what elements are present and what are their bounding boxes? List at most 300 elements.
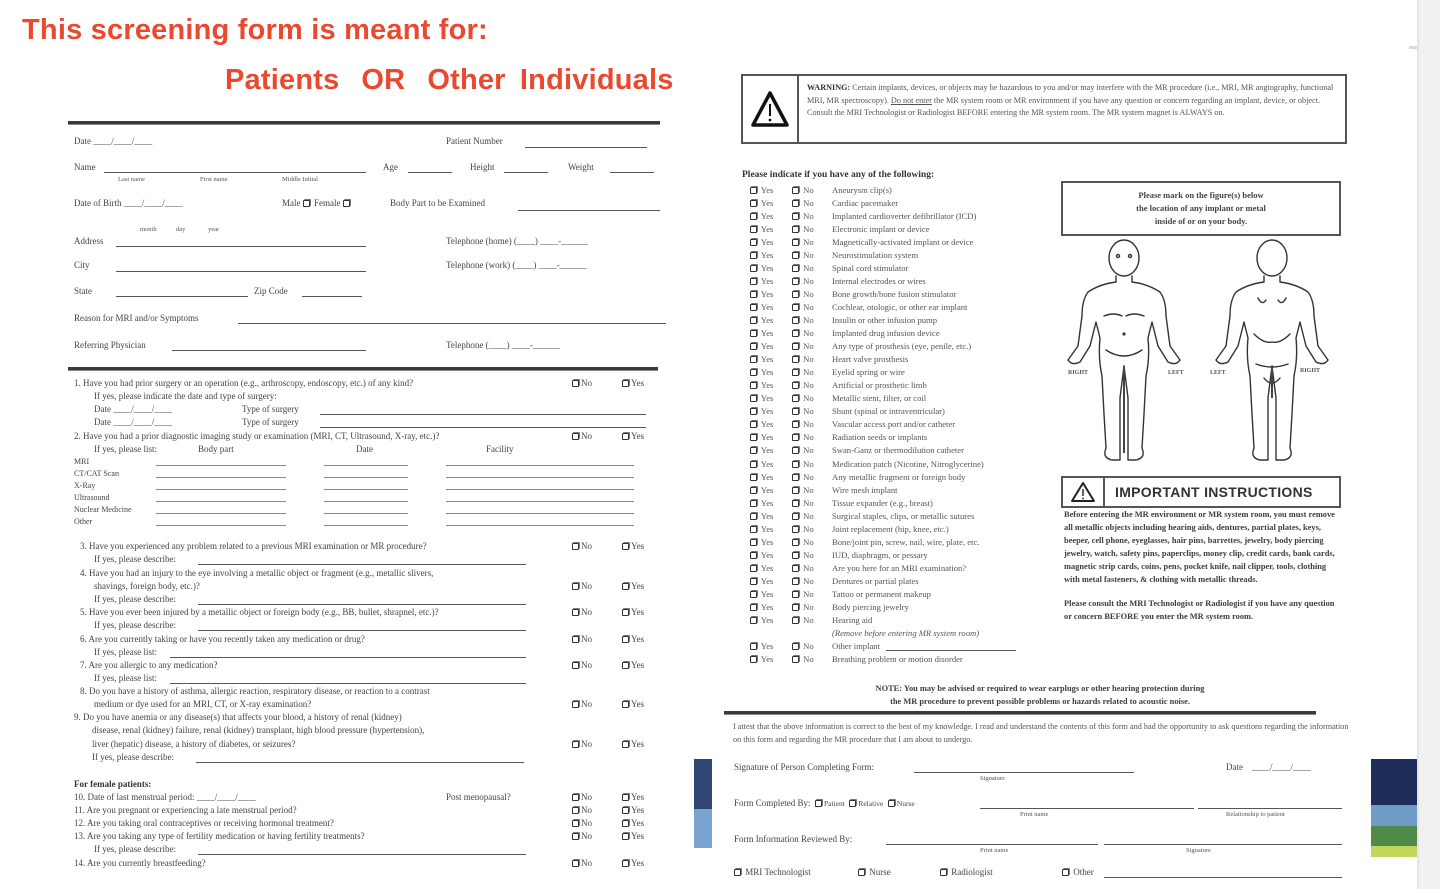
age-field[interactable] — [408, 172, 452, 173]
implant-yes[interactable] — [750, 341, 792, 351]
telephone-home-field[interactable]: Telephone (home) (____) ____-______ — [446, 236, 589, 246]
checkbox-icon[interactable] — [792, 487, 799, 494]
checkbox-icon[interactable] — [858, 869, 865, 876]
checkbox-icon[interactable] — [572, 636, 579, 643]
implant-yes[interactable] — [750, 289, 792, 299]
sig-date-field[interactable]: ____/____/____ — [1252, 762, 1312, 772]
checkbox-icon[interactable] — [622, 833, 629, 840]
q10-yes[interactable] — [622, 792, 644, 802]
warning-body: Certain implants, devices, or objects may be hazardous to you and/or may interfere with the MR procedure (i.e., MRI, MR angiography, functional MRI, MR spectroscopy). — [807, 83, 1334, 105]
q14-no[interactable] — [572, 858, 592, 868]
implant-yes[interactable] — [750, 615, 792, 625]
checkbox-icon[interactable] — [750, 617, 757, 624]
question-4-cont: shavings, foreign body, etc.)? — [94, 581, 200, 591]
q2-date-field[interactable] — [324, 513, 408, 514]
reason-field[interactable] — [238, 323, 666, 324]
implant-no[interactable] — [792, 224, 832, 234]
question-1: 1. Have you had prior surgery or an operation (e.g., arthroscopy, endoscopy, etc.) of any kind? — [74, 378, 414, 388]
female-checkbox[interactable] — [343, 200, 350, 207]
yes-label: Yes — [760, 562, 774, 573]
yes-label: Yes — [631, 831, 645, 841]
q9-yes[interactable] — [622, 739, 644, 749]
q12-yes[interactable] — [622, 818, 644, 828]
implant-yes[interactable] — [750, 224, 792, 234]
q2-date-field[interactable] — [324, 489, 408, 490]
checkbox-icon[interactable] — [734, 869, 741, 876]
checkbox-icon[interactable] — [792, 552, 799, 559]
q6-no[interactable] — [572, 634, 592, 644]
q7-no[interactable] — [572, 660, 592, 670]
q4-yes[interactable] — [622, 581, 644, 591]
checkbox-icon[interactable] — [792, 578, 799, 585]
q5-yes[interactable] — [622, 607, 644, 617]
q2-date-field[interactable] — [324, 501, 408, 502]
implant-yes[interactable] — [750, 250, 792, 260]
date-field[interactable]: ____/____/____ — [93, 136, 153, 146]
state-field[interactable] — [116, 296, 248, 297]
checkbox-icon[interactable] — [750, 643, 757, 650]
implant-yes[interactable] — [750, 393, 792, 403]
checkbox-icon[interactable] — [750, 356, 757, 363]
q12-no[interactable] — [572, 818, 592, 828]
address-field[interactable] — [116, 246, 366, 247]
implant-yes[interactable] — [750, 445, 792, 455]
checkbox-icon[interactable] — [750, 213, 757, 220]
implant-no[interactable] — [792, 563, 832, 573]
implant-no[interactable] — [792, 341, 832, 351]
checkbox-icon[interactable] — [792, 539, 799, 546]
q8-no[interactable] — [572, 699, 592, 709]
warning-text — [799, 76, 1345, 142]
body-figures-icon — [1060, 238, 1342, 468]
completed-print-name-field[interactable] — [980, 808, 1194, 809]
implant-no[interactable] — [792, 537, 832, 547]
implant-no[interactable] — [792, 615, 832, 625]
implant-yes[interactable] — [750, 550, 792, 560]
reviewer-role-technologist[interactable] — [734, 867, 811, 878]
city-field[interactable] — [116, 271, 366, 272]
q13-yes[interactable] — [622, 831, 644, 841]
height-field[interactable] — [504, 172, 548, 173]
checkbox-icon[interactable] — [750, 604, 757, 611]
checkbox-icon[interactable] — [622, 433, 629, 440]
checkbox-icon[interactable] — [792, 226, 799, 233]
implant-no[interactable] — [792, 589, 832, 599]
checkbox-icon[interactable] — [940, 869, 947, 876]
q2-facility-field[interactable] — [446, 465, 634, 466]
checkbox-icon[interactable] — [792, 291, 799, 298]
checkbox-icon[interactable] — [750, 487, 757, 494]
q2-yes[interactable] — [622, 431, 644, 441]
implant-yes[interactable] — [750, 211, 792, 221]
body-diagram[interactable] — [1060, 238, 1342, 468]
q9-describe-label: If yes, please describe: — [92, 752, 174, 762]
checkbox-icon[interactable] — [622, 662, 629, 669]
checkbox-icon[interactable] — [792, 591, 799, 598]
checkbox-icon[interactable] — [750, 252, 757, 259]
checkbox-icon[interactable] — [622, 583, 629, 590]
q2-body-part-field[interactable] — [156, 525, 286, 526]
checkbox-icon[interactable] — [750, 513, 757, 520]
q6-yes[interactable] — [622, 634, 644, 644]
checkbox-icon[interactable] — [750, 474, 757, 481]
implant-no[interactable] — [792, 263, 832, 273]
checkbox-icon[interactable] — [572, 701, 579, 708]
checkbox-icon[interactable] — [792, 200, 799, 207]
checkbox-icon[interactable] — [622, 741, 629, 748]
implant-no[interactable] — [792, 276, 832, 286]
q7-yes[interactable] — [622, 660, 644, 670]
implant-no[interactable] — [792, 485, 832, 495]
implant-yes[interactable] — [750, 198, 792, 208]
implant-no[interactable] — [792, 289, 832, 299]
checkbox-icon[interactable] — [572, 433, 579, 440]
checkbox-icon[interactable] — [572, 807, 579, 814]
checkbox-icon[interactable] — [792, 395, 799, 402]
checkbox-icon[interactable] — [572, 833, 579, 840]
nurse-checkbox[interactable] — [888, 800, 895, 807]
checkbox-icon[interactable] — [572, 662, 579, 669]
reviewer-role-radiologist[interactable] — [940, 867, 993, 878]
checkbox-icon[interactable] — [792, 617, 799, 624]
checkbox-icon[interactable] — [572, 860, 579, 867]
checkbox-icon[interactable] — [622, 701, 629, 708]
physician-field[interactable] — [172, 350, 366, 351]
telephone-work-field[interactable]: Telephone (work) (____) ____-______ — [446, 260, 587, 270]
scrollbar-track[interactable] — [1417, 0, 1440, 889]
q2-date-field[interactable] — [324, 465, 408, 466]
implant-no[interactable] — [792, 237, 832, 247]
checkbox-icon[interactable] — [572, 820, 579, 827]
q1-date-field-1[interactable]: Date ____/____/____ — [94, 404, 173, 414]
checkbox-icon[interactable] — [792, 434, 799, 441]
yes-label: Yes — [631, 660, 645, 670]
checkbox-icon[interactable] — [622, 820, 629, 827]
implant-no[interactable] — [792, 524, 832, 534]
checkbox-icon[interactable] — [750, 552, 757, 559]
checkbox-icon[interactable] — [622, 794, 629, 801]
male-checkbox[interactable] — [303, 200, 310, 207]
patient-checkbox[interactable] — [815, 800, 822, 807]
checkbox-icon[interactable] — [572, 794, 579, 801]
relative-checkbox[interactable] — [849, 800, 856, 807]
checkbox-icon[interactable] — [792, 369, 799, 376]
q5-describe-field[interactable] — [198, 630, 526, 631]
q9-no[interactable] — [572, 739, 592, 749]
q11-yes[interactable] — [622, 805, 644, 815]
implant-yes[interactable] — [750, 563, 792, 573]
implant-no[interactable] — [792, 250, 832, 260]
checkbox-icon[interactable] — [750, 408, 757, 415]
checkbox-icon[interactable] — [792, 643, 799, 650]
implant-no[interactable] — [792, 211, 832, 221]
implant-no[interactable] — [792, 185, 832, 195]
implant-no[interactable] — [792, 550, 832, 560]
checkbox-icon[interactable] — [750, 656, 757, 663]
checkbox-icon[interactable] — [792, 265, 799, 272]
reviewer-role-nurse[interactable] — [858, 867, 891, 878]
no-label: No — [581, 831, 592, 841]
q13-no[interactable] — [572, 831, 592, 841]
implant-no[interactable] — [792, 380, 832, 390]
checkbox-icon[interactable] — [792, 565, 799, 572]
implant-yes[interactable] — [750, 602, 792, 612]
implant-no[interactable] — [792, 406, 832, 416]
checkbox-icon[interactable] — [572, 583, 579, 590]
checkbox-icon[interactable] — [792, 317, 799, 324]
implant-no[interactable] — [792, 328, 832, 338]
q2-body-part-field[interactable] — [156, 513, 286, 514]
checkbox-icon[interactable] — [622, 636, 629, 643]
zip-field[interactable] — [302, 296, 362, 297]
implant-yes[interactable] — [750, 654, 792, 664]
body-part-field[interactable] — [518, 210, 660, 211]
checkbox-icon[interactable] — [792, 408, 799, 415]
checkbox-icon[interactable] — [750, 317, 757, 324]
checkbox-icon[interactable] — [622, 543, 629, 550]
checkbox-icon[interactable] — [750, 330, 757, 337]
checkbox-icon[interactable] — [792, 356, 799, 363]
no-label: No — [803, 210, 814, 221]
implant-no[interactable] — [792, 472, 832, 482]
other-role-field[interactable] — [1104, 877, 1342, 878]
checkbox-icon[interactable] — [750, 434, 757, 441]
q3-no[interactable] — [572, 541, 592, 551]
implant-yes[interactable] — [750, 354, 792, 364]
checkbox-icon[interactable] — [792, 474, 799, 481]
checkbox-icon[interactable] — [750, 447, 757, 454]
implant-yes[interactable] — [750, 406, 792, 416]
implant-yes[interactable] — [750, 589, 792, 599]
implant-yes[interactable] — [750, 302, 792, 312]
q2-facility-field[interactable] — [446, 477, 634, 478]
q1-no[interactable] — [572, 378, 592, 388]
no-label: No — [581, 818, 592, 828]
reviewer-print-name-field[interactable] — [886, 844, 1098, 845]
implant-yes[interactable] — [750, 511, 792, 521]
checkbox-icon[interactable] — [750, 591, 757, 598]
implant-no[interactable] — [792, 654, 832, 664]
implant-yes[interactable] — [750, 498, 792, 508]
checkbox-icon[interactable] — [750, 304, 757, 311]
instructions-paragraph-2: Please consult the MRI Technologist or Radiologist if you have any question or concern BEFORE you enter the MR system room. — [1064, 599, 1335, 622]
q4-describe-field[interactable] — [198, 604, 526, 605]
q1-type-field-2[interactable] — [320, 427, 646, 428]
q8-yes[interactable] — [622, 699, 644, 709]
checkbox-icon[interactable] — [750, 565, 757, 572]
q7-list-field[interactable] — [170, 683, 526, 684]
checkbox-icon[interactable] — [572, 741, 579, 748]
implant-no[interactable] — [792, 302, 832, 312]
no-label: No — [581, 739, 592, 749]
checkbox-icon[interactable] — [792, 513, 799, 520]
checkbox-icon[interactable] — [750, 200, 757, 207]
q2-facility-field[interactable] — [446, 525, 634, 526]
implant-no[interactable] — [792, 445, 832, 455]
checkbox-icon[interactable] — [792, 656, 799, 663]
checkbox-icon[interactable] — [750, 239, 757, 246]
checkbox-icon[interactable] — [750, 343, 757, 350]
q2-facility-field[interactable] — [446, 489, 634, 490]
q14-yes[interactable] — [622, 858, 644, 868]
yes-label: Yes — [760, 354, 774, 365]
checkbox-icon[interactable] — [750, 539, 757, 546]
q10-no[interactable] — [572, 792, 592, 802]
yes-label: Yes — [631, 792, 645, 802]
relationship-field[interactable] — [1198, 808, 1342, 809]
q2-date-field[interactable] — [324, 477, 408, 478]
implant-no[interactable] — [792, 459, 832, 469]
checkbox-icon[interactable] — [750, 382, 757, 389]
checkbox-icon[interactable] — [792, 330, 799, 337]
q13-describe-field[interactable] — [198, 854, 526, 855]
q2-body-part-field[interactable] — [156, 465, 286, 466]
checkbox-icon[interactable] — [792, 252, 799, 259]
patient-number-field[interactable] — [525, 147, 647, 148]
checkbox-icon[interactable] — [792, 343, 799, 350]
post-menopausal-label: Post menopausal? — [446, 792, 511, 802]
checkbox-icon[interactable] — [792, 500, 799, 507]
checkbox-icon[interactable] — [792, 604, 799, 611]
q1-type-field-1[interactable] — [320, 414, 646, 415]
weight-field[interactable] — [610, 172, 654, 173]
checkbox-icon[interactable] — [792, 304, 799, 311]
checkbox-icon[interactable] — [1062, 869, 1069, 876]
implant-label: Any type of prosthesis (eye, penile, etc.) — [832, 341, 972, 352]
q2-body-part-field[interactable] — [156, 477, 286, 478]
implant-no[interactable] — [792, 198, 832, 208]
q3-yes[interactable] — [622, 541, 644, 551]
implant-yes[interactable] — [750, 237, 792, 247]
checkbox-icon[interactable] — [750, 291, 757, 298]
implant-yes[interactable] — [750, 328, 792, 338]
implant-yes[interactable] — [750, 263, 792, 273]
implant-yes[interactable] — [750, 459, 792, 469]
signature-field[interactable] — [914, 772, 1134, 773]
checkbox-icon[interactable] — [792, 239, 799, 246]
checkbox-icon[interactable] — [792, 421, 799, 428]
implant-yes[interactable] — [750, 537, 792, 547]
q1-yes[interactable] — [622, 378, 644, 388]
q2-body-part-field[interactable] — [156, 489, 286, 490]
checkbox-icon[interactable] — [792, 213, 799, 220]
q3-describe-field[interactable] — [198, 564, 526, 565]
checkbox-icon[interactable] — [572, 543, 579, 550]
q1-date-field-2[interactable]: Date ____/____/____ — [94, 417, 173, 427]
checkbox-icon[interactable] — [792, 187, 799, 194]
name-label: Name — [74, 162, 96, 172]
yes-label: Yes — [631, 699, 645, 709]
checkbox-icon[interactable] — [792, 526, 799, 533]
checkbox-icon[interactable] — [792, 278, 799, 285]
implant-yes[interactable] — [750, 380, 792, 390]
implant-no[interactable] — [792, 367, 832, 377]
implant-no[interactable] — [792, 354, 832, 364]
checkbox-icon[interactable] — [750, 187, 757, 194]
checkbox-icon[interactable] — [750, 395, 757, 402]
q2-body-part-field[interactable] — [156, 501, 286, 502]
implant-yes[interactable] — [750, 641, 792, 651]
no-label: No — [581, 607, 592, 617]
q9-describe-field[interactable] — [196, 762, 524, 763]
yes-label: Yes — [760, 262, 774, 273]
checkbox-icon[interactable] — [792, 447, 799, 454]
implant-yes[interactable] — [750, 367, 792, 377]
q2-no[interactable] — [572, 431, 592, 441]
implant-yes[interactable] — [750, 276, 792, 286]
checkbox-icon[interactable] — [572, 380, 579, 387]
implant-label: Hearing aid — [832, 615, 873, 626]
checkbox-icon[interactable] — [750, 500, 757, 507]
implant-no[interactable] — [792, 641, 832, 651]
checkbox-icon[interactable] — [750, 265, 757, 272]
other-implant-field[interactable] — [886, 650, 1016, 651]
reviewer-role-other[interactable] — [1062, 867, 1094, 878]
implant-yes[interactable] — [750, 432, 792, 442]
year-hint: year — [208, 226, 220, 233]
q6-list-field[interactable] — [170, 657, 526, 658]
implant-yes[interactable] — [750, 485, 792, 495]
implant-no[interactable] — [792, 315, 832, 325]
implant-no[interactable] — [792, 576, 832, 586]
checkbox-icon[interactable] — [792, 461, 799, 468]
reviewer-signature-field[interactable] — [1104, 844, 1342, 845]
checkbox-icon[interactable] — [750, 278, 757, 285]
checkbox-icon[interactable] — [750, 578, 757, 585]
implant-yes[interactable] — [750, 524, 792, 534]
q2-date-field[interactable] — [324, 525, 408, 526]
checkbox-icon[interactable] — [750, 461, 757, 468]
implant-no[interactable] — [792, 432, 832, 442]
question-10[interactable]: 10. Date of last menstrual period: ____/____/____ — [74, 792, 256, 802]
warning-triangle-icon — [1063, 478, 1105, 506]
implant-yes[interactable] — [750, 419, 792, 429]
q5-no[interactable] — [572, 607, 592, 617]
implant-yes[interactable] — [750, 185, 792, 195]
implant-row — [750, 614, 1016, 627]
checkbox-icon[interactable] — [792, 382, 799, 389]
implant-no[interactable] — [792, 393, 832, 403]
dob-field[interactable]: ____/____/____ — [123, 198, 183, 208]
checkbox-icon[interactable] — [622, 860, 629, 867]
implant-yes[interactable] — [750, 576, 792, 586]
implant-no[interactable] — [792, 419, 832, 429]
q1-type-label-1: Type of surgery — [242, 404, 299, 414]
checkbox-icon[interactable] — [622, 380, 629, 387]
implant-label: Any metallic fragment or foreign body — [832, 471, 966, 482]
yes-label: Yes — [760, 210, 774, 221]
checkbox-icon[interactable] — [622, 609, 629, 616]
checkbox-icon[interactable] — [750, 421, 757, 428]
q4-no[interactable] — [572, 581, 592, 591]
checkbox-icon[interactable] — [622, 807, 629, 814]
implant-yes[interactable] — [750, 315, 792, 325]
implant-yes[interactable] — [750, 472, 792, 482]
checkbox-icon[interactable] — [750, 226, 757, 233]
q2-facility-field[interactable] — [446, 501, 634, 502]
checkbox-icon[interactable] — [572, 609, 579, 616]
checkbox-icon[interactable] — [750, 526, 757, 533]
option-patients: Patients — [225, 64, 340, 96]
q2-facility-field[interactable] — [446, 513, 634, 514]
name-field[interactable] — [104, 172, 366, 173]
checkbox-icon[interactable] — [750, 369, 757, 376]
implant-no[interactable] — [792, 511, 832, 521]
implant-no[interactable] — [792, 498, 832, 508]
implant-no[interactable] — [792, 602, 832, 612]
q11-no[interactable] — [572, 805, 592, 815]
physician-telephone-field[interactable]: Telephone (____) ____-______ — [446, 340, 560, 350]
